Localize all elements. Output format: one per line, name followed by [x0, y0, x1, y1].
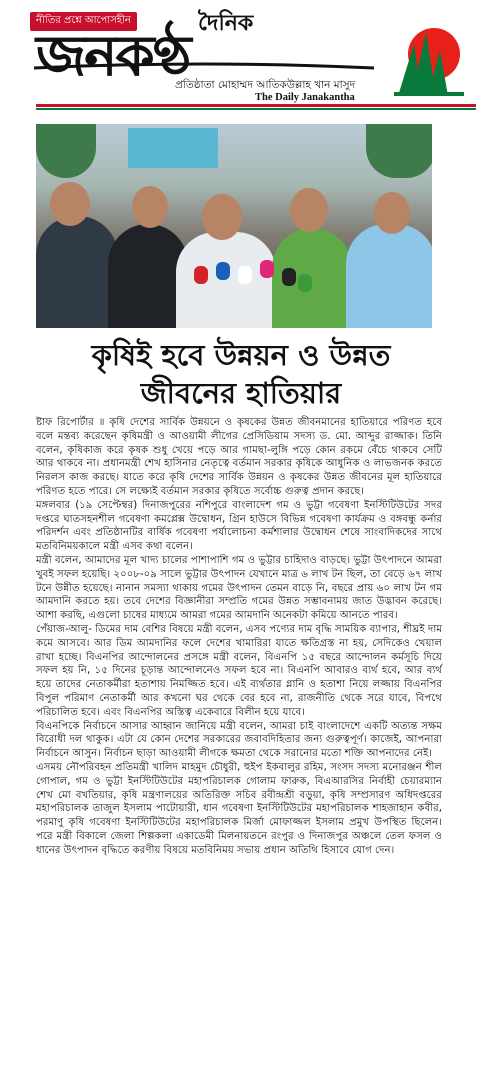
article-body	[36, 416, 442, 858]
photo-building	[128, 128, 218, 168]
photo-person	[36, 216, 118, 328]
photo-person-head	[50, 182, 90, 226]
photo-tree	[366, 124, 432, 178]
photo-person-head	[374, 192, 410, 234]
article-paragraph: পেঁয়াজ-আলু- ডিমের দাম বেশির বিষয়ে মন্ত্রী বলেন, এসব পণ্যের দাম বৃদ্ধি সাময়িক ব্যাপার, শীঘ্রই দাম কমে আসবে। আর ডিম আমদানির ফলে দেশের খামারিরা যাতে ক্ষতিগ্রস্ত না হয়, সেদিকেও খেয়াল রাখা হচ্ছে। বিএনপির আন্দোলনের প্রসঙ্গে মন্ত্রী বলেন, বিএনপি ১৫ বছরে আন্দোলন কর্মসূচি দিয়ে সফল হয় নি, ১৫ দিনের চূড়ান্ত আন্দোলনেও সফল হবে না। বিএনপি আবারও ব্যর্থ হবে, আর ব্যর্থ হয়ে তাদের নেতাকর্মীরা হতাশায় নিমজ্জিত হবে। এই ব্যর্থতার গ্লানি ও হতাশা নিয়ে লজ্জায় বিএনপির বিপুল পরিমাণ নেতাকর্মী আর কখনো ঘর থেকে বের হবে না, রাজনীতি থেকে সরে যাবে, বিপথে পরিচালিত হবে। এবং বিএনপির অস্তিত্ব একেবারে বিলীন হয়ে যাবে।	[36, 623, 442, 718]
newspaper-logo: জনকণ্ঠ	[36, 23, 190, 89]
headline-line-1: কৃষিই হবে উন্নয়ন ও উন্নত	[91, 338, 391, 372]
news-photo	[36, 124, 432, 328]
masthead	[0, 0, 482, 112]
article-paragraph: ষ্টাফ রিপোর্টার ॥ কৃষি দেশের সার্বিক উন্নয়নে ও কৃষকের উন্নত জীবনমানের হাতিয়ারে পরিণত হবে বলে মন্তব্য করেছেন কৃষিমন্ত্রী ও আওয়ামী লীগের প্রেসিডিয়াম সদস্য ড. মো. আব্দুর রাজ্জাক। তিনি বলেন, কৃষিকাজ করে কৃষক শুধু খেয়ে পড়ে আর গামছা-লুঙ্গি পড়ে কোন রকমে বেঁচে থাকবে সেটি আর থাকবে না। প্রধানমন্ত্রী শেখ হাসিনার নেতৃত্বে বর্তমান সরকার কৃষিকে আধুনিক ও লাভজনক করতে নিরলস কাজ করছে। যাতে করে কৃষি দেশের সার্বিক উন্নয়ন ও কৃষকের উন্নত জীবনের মূল হাতিয়ারে পরিণত হতে পারে। সে লক্ষ্যেই বর্তমান সরকার কৃষিতে সর্বোচ্চ গুরুত্ব প্রদান করছে।	[36, 417, 442, 497]
photo-person-head	[132, 186, 168, 228]
logo-swoosh	[34, 62, 374, 72]
article-paragraph: বিএনপিকে নির্বাচনে আসার আহ্বান জানিয়ে মন্ত্রী বলেন, আমরা চাই বাংলাদেশে একটি অত্যন্ত সক্ষম বিরোধী দল থাকুক। এটা যে কোন দেশের সরকারের জবাবদিহিতার জন্য গুরুত্বপূর্ণ। কাজেই, আপনারা নির্বাচনে আসুন। নির্বাচন ছাড়া আওয়ামী লীগকে ক্ষমতা থেকে সরানোর মতো শক্তি আপনাদের নেই।	[36, 720, 442, 760]
photo-tree	[36, 124, 96, 178]
photo-person-head	[290, 188, 328, 232]
article-paragraph: এসময় নৌপরিবহন প্রতিমন্ত্রী খালিদ মাহমুদ চৌধুরী, হুইপ ইকবালুর রহিম, সংসদ সদস্য মনোরঞ্জন শীল গোপাল, গম ও ভুট্টা ইনস্টিটিউটের মহাপরিচালক গোলাম ফারুক, বিএআরসির নির্বাহী চেয়ারম্যান শেখ মো বখতিয়ার, কৃষি মন্ত্রণালয়ের অতিরিক্ত সচিব রবীন্দ্রশ্রী বড়ুয়া, কৃষি সম্প্রসারণ অধিদপ্তরের মহাপরিচালক তাজুল ইসলাম পাটোয়ারী, ধান গবেষণা ইনস্টিটিউটের মহাপরিচালক শাহজাহান কবীর, পরমাণু কৃষি গবেষণা ইনস্টিটিউটের মহাপরিচালক মির্জা মোফাজ্জল ইসলাম প্রমুখ উপস্থিত ছিলেন। পরে মন্ত্রী বিকালে জেলা শিল্পকলা একাডেমী মিলনায়তনে রংপুর ও দিনাজপুর অঞ্চলে তেল ফসল ও ধানের উৎপাদন বৃদ্ধিতে করণীয় বিষয়ে মতবিনিময় সভায় প্রধান অতিথি হিসাবে যোগ দেন।	[36, 761, 442, 856]
article-paragraph: মঙ্গলবার (১৯ সেপ্টেম্বর) দিনাজপুরের নশিপুরে বাংলাদেশ গম ও ভুট্টা গবেষণা ইনস্টিটিউটের সদর দপ্তরে ঘাতসহনশীল গবেষণা কমপ্লেক্স উদ্বোধন, গ্রিন হাউসে বিভিন্ন গবেষণা কার্যক্রম ও বঙ্গবন্ধু কর্নার পরিদর্শন এবং প্রতিষ্ঠানটির বার্ষিক গবেষণা পর্যালোচনা কর্মশালার উদ্বোধন শেষে সাংবাদিকদের সাথে মতবিনিময়কালে মন্ত্রী এসব কথা বলেন।	[36, 499, 442, 553]
photo-person-head	[202, 194, 242, 240]
headline-line-2: জীবনের হাতিয়ার	[140, 376, 342, 410]
martyrs-monument-emblem	[392, 24, 466, 98]
masthead-rule-red	[36, 104, 476, 107]
microphones-icon	[186, 256, 316, 316]
article-headline	[36, 336, 446, 412]
masthead-rule-green	[36, 108, 476, 110]
founder-line: প্রতিষ্ঠাতা মোহাম্মদ আতিকউল্লাহ খান মাসুদ	[175, 79, 356, 91]
masthead-dainik: দৈনিক	[198, 11, 254, 36]
tagline: নীতির প্রশ্নে আপোসহীন	[30, 12, 137, 31]
english-name: The Daily Janakantha	[255, 92, 355, 103]
photo-person	[346, 224, 432, 328]
article-paragraph: মন্ত্রী বলেন, আমাদের মূল খাদ্য চালের পাশাপাশি গম ও ভুট্টার চাহিদাও বাড়ছে। ভুট্টা উৎপাদনে আমরা খুবই সফল হয়েছি। ২০০৮-০৯ সালে ভুট্টার উৎপাদন যেখানে মাত্র ৬ লাখ টন ছিল, তা বেড়ে ৬৭ লাখ টনে উন্নীত হয়েছে। নানান সমস্যা থাকায় গমের উৎপাদন তেমন বাড়ে নি, বছরে প্রায় ৬০ লাখ টন গম আমদানি করতে হয়। তবে দেশের বিজ্ঞানীরা সম্প্রতি গমের উন্নত সম্ভাবনাময় জাত উদ্ভাবন করেছে। আশা করছি, এগুলো চাষের মাধ্যমে আমরা গমের আমদানি অনেকটা কমিয়ে আনতে পারব।	[36, 554, 442, 622]
